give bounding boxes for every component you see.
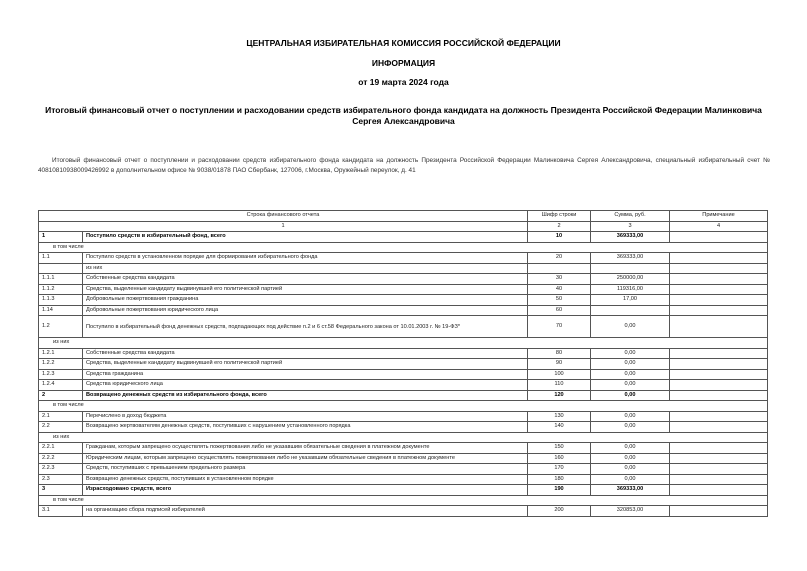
- row-number: 2.2.1: [39, 443, 83, 454]
- header-amount: Сумма, руб.: [591, 211, 670, 222]
- row-code: 150: [528, 443, 591, 454]
- row-amount: 369333,00: [591, 253, 670, 264]
- row-number: 2: [39, 390, 83, 401]
- column-number-1: 1: [39, 221, 528, 232]
- row-amount: 0,00: [591, 422, 670, 433]
- table-row: [39, 295, 768, 306]
- row-note: [670, 453, 768, 464]
- row-code: 110: [528, 380, 591, 391]
- column-number-2: 2: [528, 221, 591, 232]
- row-subheading: из них: [83, 263, 528, 274]
- financial-report-table: [38, 210, 768, 517]
- row-code: 60: [528, 305, 591, 316]
- row-note: [670, 369, 768, 380]
- header-report-line: Строка финансового отчета: [39, 211, 528, 222]
- header-note: Примечание: [670, 211, 768, 222]
- row-code: 40: [528, 284, 591, 295]
- row-note: [670, 295, 768, 306]
- report-title: Итоговый финансовый отчет о поступлении и расходовании средств избирательного фонда кандидата на должность Президента Российской Федерации Малинковича Сергея Александровича: [45, 105, 762, 126]
- row-note: [670, 380, 768, 391]
- row-note: [670, 316, 768, 338]
- row-code: 50: [528, 295, 591, 306]
- row-note: [670, 284, 768, 295]
- row-note: [670, 390, 768, 401]
- table-row: [39, 316, 768, 338]
- row-amount: 0,00: [591, 380, 670, 391]
- table-row: [39, 411, 768, 422]
- row-note: [670, 348, 768, 359]
- row-number: 3.1: [39, 506, 83, 517]
- table-row: [39, 506, 768, 517]
- row-code: 70: [528, 316, 591, 338]
- row-number: 1.1.2: [39, 284, 83, 295]
- row-subheading: из них: [39, 432, 768, 443]
- row-amount: 369333,00: [591, 485, 670, 496]
- row-subheading: в том числе: [39, 401, 768, 412]
- row-code: 180: [528, 474, 591, 485]
- row-note: [670, 253, 768, 264]
- row-code: 90: [528, 359, 591, 370]
- row-note: [670, 443, 768, 454]
- table-row: [39, 338, 768, 349]
- table-row: [39, 432, 768, 443]
- row-amount: 0,00: [591, 443, 670, 454]
- row-number: 1.2.3: [39, 369, 83, 380]
- row-number: 3: [39, 485, 83, 496]
- row-label: Поступило средств в избирательный фонд, всего: [83, 232, 528, 243]
- report-intro-paragraph: Итоговый финансовый отчет о поступлении и расходовании средств избирательного фонда кандидата на должность Президента Российской Федерации Малинковича Сергея Александровича, специальный избирательный счет № 40810810938009426992 в дополнительном офисе № 9038/01878 ПАО Сбербанк, 127006, г.Москва, Оружейный переулок, д. 41: [38, 157, 770, 174]
- row-number: 1.2.4: [39, 380, 83, 391]
- row-number: 1.14: [39, 305, 83, 316]
- row-code: 120: [528, 390, 591, 401]
- table-row: [39, 274, 768, 285]
- table-row: [39, 464, 768, 475]
- row-code: 10: [528, 232, 591, 243]
- row-code: 170: [528, 464, 591, 475]
- table-row: [39, 305, 768, 316]
- row-label: Средства юридического лица: [83, 380, 528, 391]
- row-amount: 0,00: [591, 464, 670, 475]
- row-amount: 0,00: [591, 390, 670, 401]
- row-code: 140: [528, 422, 591, 433]
- row-label: Перечислено в доход бюджета: [83, 411, 528, 422]
- row-code: [528, 263, 591, 274]
- table-row: [39, 263, 768, 274]
- row-number: 2.1: [39, 411, 83, 422]
- row-note: [670, 305, 768, 316]
- row-label: Юридическим лицам, которым запрещено осуществлять пожертвования либо не указавшим обязательные сведения в платежном документе: [83, 453, 528, 464]
- row-number: 1.1: [39, 253, 83, 264]
- row-code: 20: [528, 253, 591, 264]
- row-note: [670, 274, 768, 285]
- row-subheading: из них: [39, 338, 768, 349]
- row-amount: 0,00: [591, 316, 670, 338]
- row-label: Добровольные пожертвования гражданина: [83, 295, 528, 306]
- row-amount: 119316,00: [591, 284, 670, 295]
- row-label: Средства, выделенные кандидату выдвинувшей его политической партией: [83, 359, 528, 370]
- row-amount: 0,00: [591, 348, 670, 359]
- row-label: Добровольные пожертвования юридического лица: [83, 305, 528, 316]
- row-number: 1.2: [39, 316, 83, 338]
- row-note: [670, 422, 768, 433]
- row-amount: 17,00: [591, 295, 670, 306]
- row-number: 1.1.3: [39, 295, 83, 306]
- document-date: от 19 марта 2024 года: [358, 77, 449, 87]
- table-row: [39, 369, 768, 380]
- column-number-4: 4: [670, 221, 768, 232]
- table-column-numbers-row: [39, 221, 768, 232]
- row-amount: 320853,00: [591, 506, 670, 517]
- row-note: [670, 474, 768, 485]
- row-label: Возвращено жертвователям денежных средств, поступивших с нарушением установленного порядка: [83, 422, 528, 433]
- table-row: [39, 422, 768, 433]
- table-row: [39, 453, 768, 464]
- row-code: 190: [528, 485, 591, 496]
- row-label: Средства гражданина: [83, 369, 528, 380]
- row-note: [670, 411, 768, 422]
- row-number: 2.2.2: [39, 453, 83, 464]
- table-row: [39, 495, 768, 506]
- table-row: [39, 348, 768, 359]
- table-row: [39, 284, 768, 295]
- row-note: [670, 232, 768, 243]
- row-amount: [591, 263, 670, 274]
- row-label: Израсходовано средств, всего: [83, 485, 528, 496]
- table-row: [39, 232, 768, 243]
- row-amount: 0,00: [591, 411, 670, 422]
- row-number: [39, 263, 83, 274]
- row-note: [670, 359, 768, 370]
- row-number: 2.2.3: [39, 464, 83, 475]
- row-label: Поступило средств в установленном порядке для формирования избирательного фонда: [83, 253, 528, 264]
- row-label: Возвращено денежных средств, поступивших в установленном порядке: [83, 474, 528, 485]
- row-label: Собственные средства кандидата: [83, 274, 528, 285]
- row-label: на организацию сбора подписей избирателей: [83, 506, 528, 517]
- table-row: [39, 390, 768, 401]
- row-code: 160: [528, 453, 591, 464]
- row-number: 1.1.1: [39, 274, 83, 285]
- table-row: [39, 401, 768, 412]
- table-row: [39, 485, 768, 496]
- table-row: [39, 443, 768, 454]
- column-number-3: 3: [591, 221, 670, 232]
- row-code: 80: [528, 348, 591, 359]
- commission-heading: ЦЕНТРАЛЬНАЯ ИЗБИРАТЕЛЬНАЯ КОМИССИЯ РОССИЙСКОЙ ФЕДЕРАЦИИ: [246, 38, 561, 48]
- row-code: 130: [528, 411, 591, 422]
- row-note: [670, 506, 768, 517]
- row-number: 1.2.2: [39, 359, 83, 370]
- row-number: 1: [39, 232, 83, 243]
- table-row: [39, 359, 768, 370]
- row-amount: 0,00: [591, 369, 670, 380]
- row-label: Средств, поступивших с превышением предельного размера: [83, 464, 528, 475]
- row-amount: 369333,00: [591, 232, 670, 243]
- row-note: [670, 464, 768, 475]
- row-amount: [591, 305, 670, 316]
- row-amount: 0,00: [591, 453, 670, 464]
- table-row: [39, 253, 768, 264]
- row-label: Поступило в избирательный фонд денежных средств, подпадающих под действие п.2 и 6 ст.58 Федерального закона от 10.01.2003 г. № 19-ФЗ*: [83, 316, 528, 338]
- row-code: 30: [528, 274, 591, 285]
- row-number: 2.3: [39, 474, 83, 485]
- row-code: 100: [528, 369, 591, 380]
- row-subheading: в том числе: [39, 495, 768, 506]
- table-header-row: [39, 211, 768, 222]
- table-row: [39, 474, 768, 485]
- row-amount: 250000,00: [591, 274, 670, 285]
- row-label: Собственные средства кандидата: [83, 348, 528, 359]
- row-subheading: в том числе: [39, 242, 768, 253]
- row-amount: 0,00: [591, 359, 670, 370]
- row-number: 2.2: [39, 422, 83, 433]
- document-type-heading: ИНФОРМАЦИЯ: [371, 58, 436, 68]
- row-label: Возвращено денежных средств из избирательного фонда, всего: [83, 390, 528, 401]
- row-label: Средства, выделенные кандидату выдвинувшей его политической партией: [83, 284, 528, 295]
- row-number: 1.2.1: [39, 348, 83, 359]
- row-note: [670, 263, 768, 274]
- table-row: [39, 242, 768, 253]
- table-row: [39, 380, 768, 391]
- header-line-code: Шифр строки: [528, 211, 591, 222]
- row-note: [670, 485, 768, 496]
- row-code: 200: [528, 506, 591, 517]
- row-amount: 0,00: [591, 474, 670, 485]
- row-label: Гражданам, которым запрещено осуществлять пожертвования либо не указавшим обязательные сведения в платежном документе: [83, 443, 528, 454]
